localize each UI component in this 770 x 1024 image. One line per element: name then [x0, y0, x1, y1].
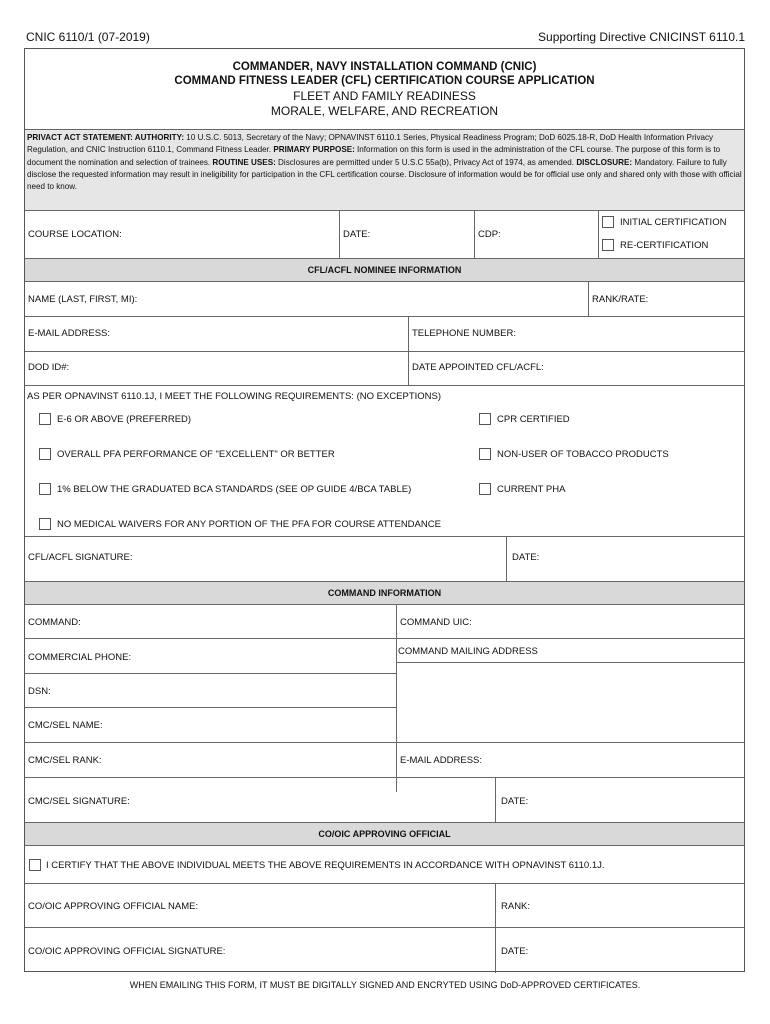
approver-section-header: CO/OIC APPROVING OFFICIAL [25, 823, 744, 845]
req-bca-checkbox[interactable] [39, 483, 51, 495]
command-section-header: COMMAND INFORMATION [25, 582, 744, 604]
requirements-statement: AS PER OPNAVINST 6110.1J, I MEET THE FOLLOWING REQUIREMENTS: (NO EXCEPTIONS) [27, 391, 442, 402]
cmc-sel-signature-field[interactable]: CMC/SEL SIGNATURE: [28, 796, 130, 807]
approver-name-field[interactable]: CO/OIC APPROVING OFFICIAL NAME: [28, 901, 199, 912]
course-date-field[interactable]: DATE: [343, 229, 371, 240]
re-certification-label: RE-CERTIFICATION [620, 240, 709, 251]
nominee-email-field[interactable]: E-MAIL ADDRESS: [28, 328, 111, 339]
nominee-section-header: CFL/ACFL NOMINEE INFORMATION [25, 259, 744, 281]
req-pfa-label: OVERALL PFA PERFORMANCE OF "EXCELLENT" OR BETTER [57, 449, 335, 460]
form-number: CNIC 6110/1 (07-2019) [26, 30, 150, 44]
privacy-act-statement: PRIVACT ACT STATEMENT: AUTHORITY: 10 U.S.C. 5013, Secretary of the Navy; OPNAVINST 6110.1 Series, Physical Readiness Program; DoD 6025.18-R, DoD Health Information Privacy Regulation, and CNIC Instruction 6110.1, Command Fitness Leader. PRIMARY PURPOSE: Information on this form is used in the administration of the CFL course. The purpose of this form is to document the nomination and selection of trainees. ROUTINE USES: Disclosures are permitted under 5 U.S.C 55a(b), Privacy Act of 1974, as amended. DISCLOSURE: Mandatory. Failure to fully disclose the requested information may result in ineligibility for participation in the CFL certification course. Disclosure of information would be for official use only and shared only with those with official need to know. [25, 130, 744, 210]
nominee-phone-field[interactable]: TELEPHONE NUMBER: [412, 328, 516, 339]
approver-signature-field[interactable]: CO/OIC APPROVING OFFICIAL SIGNATURE: [28, 946, 226, 957]
cdp-field[interactable]: CDP: [478, 229, 501, 240]
req-pha-label: CURRENT PHA [497, 484, 566, 495]
footer-note: WHEN EMAILING THIS FORM, IT MUST BE DIGITALLY SIGNED AND ENCRYTED USING DoD-APPROVED CERTIFICATES. [129, 980, 641, 990]
initial-certification-checkbox[interactable] [602, 216, 614, 228]
nominee-signature-field[interactable]: CFL/ACFL SIGNATURE: [28, 552, 133, 563]
date-appointed-field[interactable]: DATE APPOINTED CFL/ACFL: [412, 362, 544, 373]
req-cpr-label: CPR CERTIFIED [497, 414, 570, 425]
initial-certification-label: INITIAL CERTIFICATION [620, 217, 727, 228]
certify-statement: I CERTIFY THAT THE ABOVE INDIVIDUAL MEETS THE ABOVE REQUIREMENTS IN ACCORDANCE WITH OPNAVINST 6110.1J. [46, 860, 605, 871]
req-cpr-checkbox[interactable] [479, 413, 491, 425]
req-tobacco-label: NON-USER OF TOBACCO PRODUCTS [497, 449, 669, 460]
command-uic-field[interactable]: COMMAND UIC: [400, 617, 472, 628]
directive-reference: Supporting Directive CNICINST 6110.1 [538, 30, 745, 44]
nominee-rank-field[interactable]: RANK/RATE: [592, 294, 649, 305]
title-mwr: MORALE, WELFARE, AND RECREATION [270, 104, 499, 118]
application-form [24, 48, 745, 972]
certify-checkbox[interactable] [29, 859, 41, 871]
cmc-sel-name-field[interactable]: CMC/SEL NAME: [28, 720, 103, 731]
nominee-name-field[interactable]: NAME (LAST, FIRST, MI): [28, 294, 138, 305]
command-email-field[interactable]: E-MAIL ADDRESS: [400, 755, 483, 766]
title-ffr: FLEET AND FAMILY READINESS [293, 89, 476, 103]
req-bca-label: 1% BELOW THE GRADUATED BCA STANDARDS (SEE OP GUIDE 4/BCA TABLE) [57, 484, 412, 495]
course-location-field[interactable]: COURSE LOCATION: [28, 229, 122, 240]
req-e6-checkbox[interactable] [39, 413, 51, 425]
dsn-field[interactable]: DSN: [28, 686, 51, 697]
re-certification-checkbox[interactable] [602, 239, 614, 251]
title-cnic: COMMANDER, NAVY INSTALLATION COMMAND (CNIC) [232, 61, 537, 73]
approver-signature-date-field[interactable]: DATE: [501, 946, 529, 957]
req-tobacco-checkbox[interactable] [479, 448, 491, 460]
commercial-phone-field[interactable]: COMMERCIAL PHONE: [28, 652, 132, 663]
req-pfa-checkbox[interactable] [39, 448, 51, 460]
dod-id-field[interactable]: DOD ID#: [28, 362, 70, 373]
command-field[interactable]: COMMAND: [28, 617, 81, 628]
approver-rank-field[interactable]: RANK: [501, 901, 531, 912]
cmc-sel-rank-field[interactable]: CMC/SEL RANK: [28, 755, 102, 766]
req-waiver-checkbox[interactable] [39, 518, 51, 530]
command-mailing-address-field[interactable]: COMMAND MAILING ADDRESS [398, 646, 538, 657]
cmc-signature-date-field[interactable]: DATE: [501, 796, 529, 807]
req-pha-checkbox[interactable] [479, 483, 491, 495]
nominee-signature-date-field[interactable]: DATE: [512, 552, 540, 563]
req-e6-label: E-6 OR ABOVE (PREFERRED) [57, 414, 192, 425]
req-waiver-label: NO MEDICAL WAIVERS FOR ANY PORTION OF THE PFA FOR COURSE ATTENDANCE [57, 519, 441, 530]
title-application: COMMAND FITNESS LEADER (CFL) CERTIFICATION COURSE APPLICATION [174, 75, 595, 87]
